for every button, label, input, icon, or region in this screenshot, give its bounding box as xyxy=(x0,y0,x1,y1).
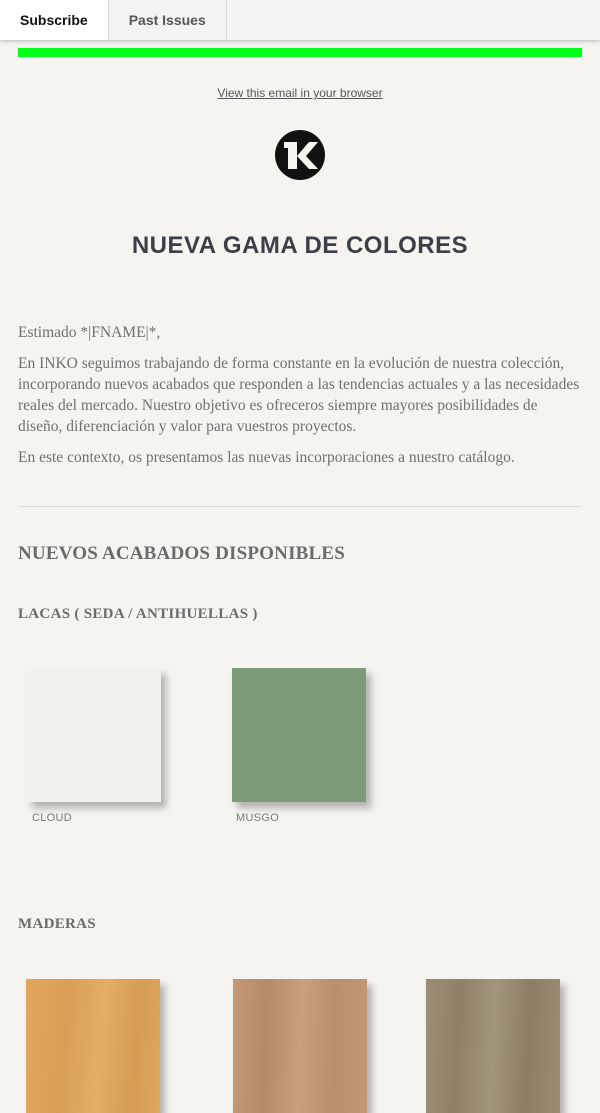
tab-bar xyxy=(0,0,600,40)
swatch-cloud[interactable] xyxy=(27,668,161,802)
divider xyxy=(18,506,582,507)
paragraph-2: En este contexto, os presentamos las nuevas incorporaciones a nuestro catálogo. xyxy=(18,449,515,466)
view-in-browser-row xyxy=(0,86,600,100)
swatch-label-cloud: CLOUD xyxy=(32,812,73,824)
greeting: Estimado *|FNAME|*, xyxy=(18,324,161,341)
swatch-madera-1[interactable] xyxy=(26,979,160,1113)
swatch-madera-3[interactable] xyxy=(426,979,560,1113)
tab-past-issues[interactable]: Past Issues xyxy=(109,0,227,40)
view-in-browser-link[interactable]: View this email in your browser xyxy=(217,86,383,100)
tab-subscribe[interactable]: Subscribe xyxy=(0,0,109,40)
paragraph-1: En INKO seguimos trabajando de forma constante en la evolución de nuestra colección, incorporando nuevos acabados que responden a las tendencias actuales y a las necesidades reales del mercado. Nuestro objetivo es ofreceros siempre mayores posibilidades de diseño, diferenciación y valor para vuestros proyectos. xyxy=(18,355,580,435)
inko-k-logo-icon[interactable] xyxy=(274,129,326,181)
maderas-title: MADERAS xyxy=(18,916,96,932)
intro-text xyxy=(18,322,584,478)
swatch-madera-2[interactable] xyxy=(233,979,367,1113)
section-title: NUEVOS ACABADOS DISPONIBLES xyxy=(18,543,346,564)
lacas-title: LACAS ( SEDA / ANTIHUELLAS ) xyxy=(18,606,258,622)
swatch-label-musgo: MUSGO xyxy=(236,812,280,824)
accent-bar xyxy=(18,48,582,57)
swatch-musgo[interactable] xyxy=(232,668,366,802)
headline: NUEVA GAMA DE COLORES xyxy=(131,232,469,259)
